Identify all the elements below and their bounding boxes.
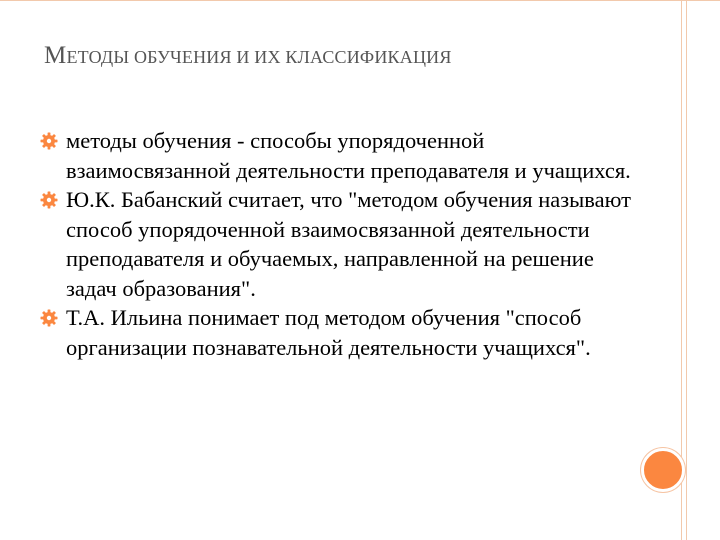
gear-bullet-icon (40, 191, 58, 209)
bullet-text-3: Т.А. Ильина понимает под методом обучения "способ организации познавательной деятельности учащихся". (66, 305, 591, 360)
gear-bullet-icon (40, 132, 58, 150)
bullet-item-1 (40, 126, 640, 185)
slide-title-first-letter: М (44, 42, 67, 69)
slide-title (44, 42, 452, 70)
decorative-orange-circle (641, 448, 685, 492)
bullet-text-2: Ю.К. Бабанский считает, что "методом обучения называют способ упорядоченной взаимосвязанной деятельности преподавателя и обучаемых, направленной на решение задач образования". (66, 187, 631, 301)
bullet-item-2 (40, 185, 640, 303)
bullet-item-3 (40, 303, 640, 362)
right-frame-line-outer (686, 0, 687, 540)
top-frame-line (0, 0, 720, 1)
slide-title-rest: ЕТОДЫ ОБУЧЕНИЯ И ИХ КЛАССИФИКАЦИЯ (66, 47, 452, 67)
bullet-text-1: методы обучения - способы упорядоченной взаимосвязанной деятельности преподавателя и учащихся. (66, 128, 631, 183)
bullet-list (40, 126, 640, 362)
gear-bullet-icon (40, 309, 58, 327)
